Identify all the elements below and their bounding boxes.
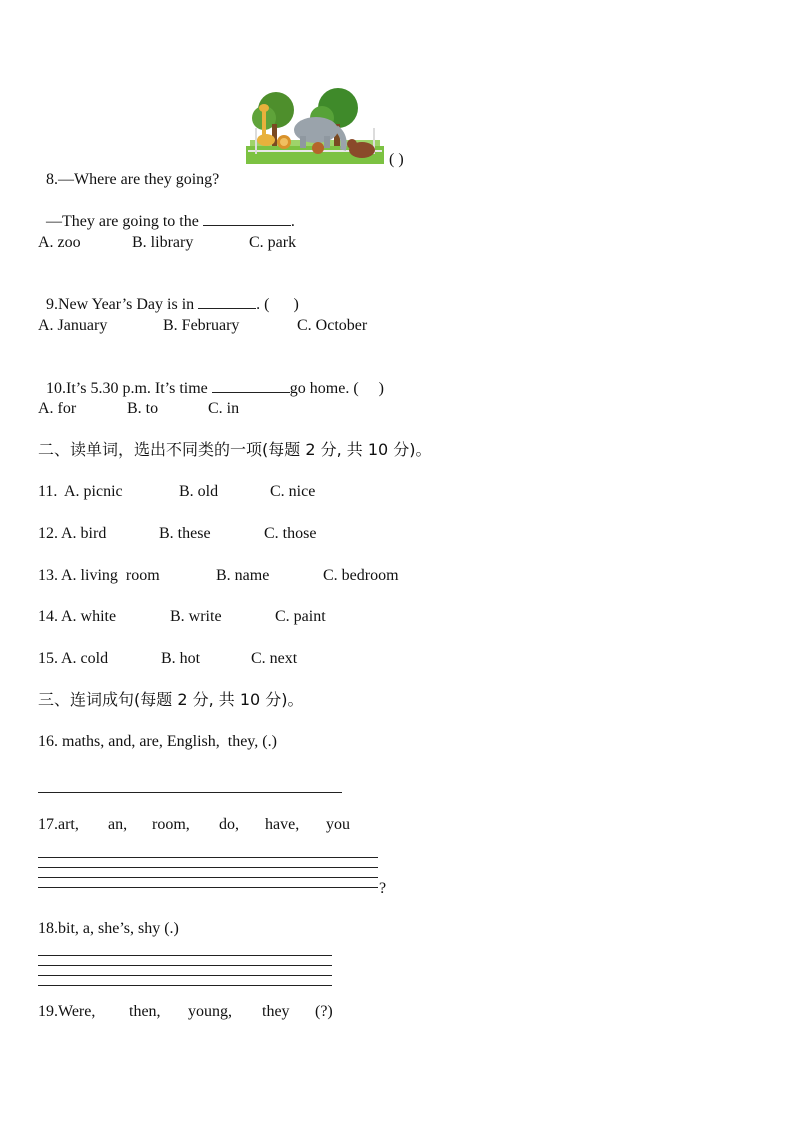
q8-option-a[interactable]: A. zoo bbox=[38, 234, 81, 251]
q8-question bbox=[38, 150, 219, 190]
q14-number: 14. bbox=[38, 608, 58, 625]
q19-word-5: (?) bbox=[315, 1003, 333, 1020]
q9-blank[interactable] bbox=[198, 294, 256, 309]
q17-word-1: 17.art, bbox=[38, 816, 79, 833]
q8-answer-line bbox=[38, 191, 295, 232]
q12-option-c[interactable]: C. those bbox=[264, 525, 317, 542]
q12-option-b[interactable]: B. these bbox=[159, 525, 211, 542]
q15-option-c[interactable]: C. next bbox=[251, 650, 298, 667]
q11-option-c[interactable]: C. nice bbox=[270, 483, 316, 500]
q15-option-a[interactable]: A. cold bbox=[61, 650, 109, 667]
q17-word-3: room, bbox=[152, 816, 190, 833]
q9-option-b[interactable]: B. February bbox=[163, 317, 240, 334]
q12-number: 12. bbox=[38, 525, 58, 542]
q18-answer-line-3[interactable] bbox=[38, 975, 332, 976]
q10-question-text: 10.It’s 5.30 p.m. It’s time bbox=[46, 380, 208, 397]
q10-option-b[interactable]: B. to bbox=[127, 400, 159, 417]
q8-option-c[interactable]: C. park bbox=[249, 234, 297, 251]
q16-prompt: 16. maths, and, are, English, they, (.) bbox=[38, 733, 277, 750]
q14-option-b[interactable]: B. write bbox=[170, 608, 222, 625]
q8-blank[interactable] bbox=[203, 211, 291, 226]
q9-option-c[interactable]: C. October bbox=[297, 317, 368, 334]
q8-answer-end: . bbox=[290, 213, 295, 230]
q15-number: 15. bbox=[38, 650, 58, 667]
q8-answer-text: —They are going to the bbox=[46, 213, 199, 230]
q15-option-b[interactable]: B. hot bbox=[161, 650, 201, 667]
q16-answer-line[interactable] bbox=[38, 792, 342, 793]
q12-option-a[interactable]: A. bird bbox=[61, 525, 107, 542]
q14-option-a[interactable]: A. white bbox=[61, 608, 117, 625]
q10-blank[interactable] bbox=[212, 378, 290, 393]
q18-answer-line-4[interactable] bbox=[38, 985, 332, 986]
q17-answer-line-4[interactable] bbox=[38, 887, 378, 888]
q17-word-6: you bbox=[326, 816, 350, 833]
q11-number: 11. bbox=[38, 483, 62, 500]
q11-option-b[interactable]: B. old bbox=[179, 483, 219, 500]
q10-option-c[interactable]: C. in bbox=[208, 400, 240, 417]
q9-question bbox=[38, 274, 299, 315]
q17-answer-line-3[interactable] bbox=[38, 877, 378, 878]
q8-option-b[interactable]: B. library bbox=[132, 234, 194, 251]
q17-word-4: do, bbox=[219, 816, 239, 833]
q18-answer-line-1[interactable] bbox=[38, 955, 332, 956]
q17-word-5: have, bbox=[265, 816, 300, 833]
q18-prompt: 18.bit, a, she’s, shy (.) bbox=[38, 920, 179, 937]
q10-after: go home. ( ) bbox=[289, 380, 384, 397]
q9-option-a[interactable]: A. January bbox=[38, 317, 108, 334]
section3-heading: 三、连词成句(每题 2 分, 共 10 分)。 bbox=[38, 690, 304, 709]
q17-word-2: an, bbox=[108, 816, 128, 833]
q17-answer-line-1[interactable] bbox=[38, 857, 378, 858]
q13-option-b[interactable]: B. name bbox=[216, 567, 270, 584]
q19-word-2: then, bbox=[129, 1003, 161, 1020]
q18-answer-line-2[interactable] bbox=[38, 965, 332, 966]
q13-number: 13. bbox=[38, 567, 58, 584]
q10-option-a[interactable]: A. for bbox=[38, 400, 77, 417]
q11-option-a[interactable]: A. picnic bbox=[64, 483, 123, 500]
q17-answer-line-2[interactable] bbox=[38, 867, 378, 868]
q8-question-text: 8.—Where are they going? bbox=[46, 171, 220, 188]
q19-word-3: young, bbox=[188, 1003, 232, 1020]
q13-option-a[interactable]: A. living room bbox=[61, 567, 160, 584]
q17-end-mark: ? bbox=[379, 880, 387, 897]
q8-paren: ( ) bbox=[389, 151, 404, 168]
q10-question bbox=[38, 358, 384, 399]
q14-option-c[interactable]: C. paint bbox=[275, 608, 326, 625]
q13-option-c[interactable]: C. bedroom bbox=[323, 567, 399, 584]
q19-word-1: 19.Were, bbox=[38, 1003, 96, 1020]
q19-word-4: they bbox=[262, 1003, 290, 1020]
q9-question-text: 9.New Year’s Day is in bbox=[46, 296, 195, 313]
zoo-picture bbox=[246, 88, 384, 166]
section2-heading: 二、读单词，选出不同类的一项(每题 2 分, 共 10 分)。 bbox=[38, 440, 432, 459]
q9-paren: . ( ) bbox=[256, 296, 299, 313]
